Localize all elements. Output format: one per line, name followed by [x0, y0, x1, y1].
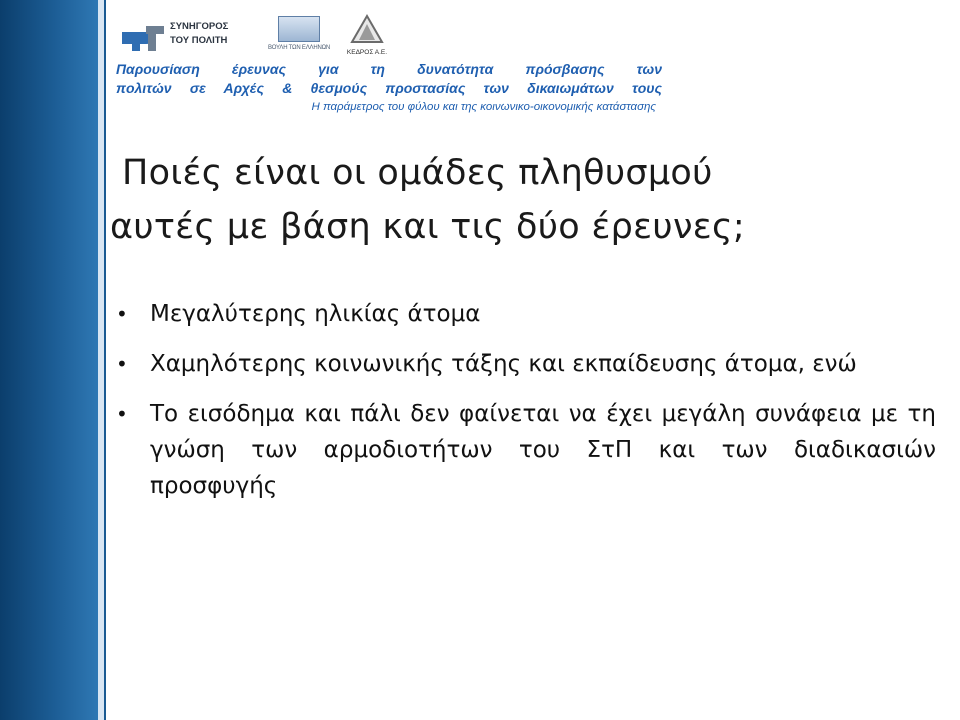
sidebar-gradient-bar [0, 0, 98, 720]
bullet-marker-icon: • [116, 302, 128, 326]
banner-line-1: Παρουσίαση έρευνας για τη δυνατότητα πρόσβασης των [116, 61, 662, 77]
slide-title [110, 146, 910, 254]
synigoros-logo-text [170, 20, 228, 48]
bullet-text: Μεγαλύτερης ηλικίας άτομα [150, 301, 481, 327]
synigoros-line-1: ΣΥΝΗΓΟΡΟΣ [170, 21, 229, 32]
kedros-logo-caption: ΚΕΔΡΟΣ Α.Ε. [346, 49, 388, 56]
slide-title-line-2: αυτές με βάση και τις δύο έρευνες; [110, 207, 745, 247]
bullet-text: Το εισόδημα και πάλι δεν φαίνεται να έχει μεγάλη συνάφεια με τη γνώση των αρμοδιοτήτων του ΣτΠ και των διαδικασιών προσφυγής [150, 401, 936, 499]
sidebar-stripe [98, 0, 106, 720]
kedros-triangle-icon [350, 14, 384, 44]
bullet-item [112, 396, 936, 504]
research-banner [116, 60, 662, 116]
bullet-item [112, 296, 936, 332]
bullet-text: Χαμηλότερης κοινωνικής τάξης και εκπαίδευσης άτομα, ενώ [150, 351, 857, 377]
synigoros-logo [120, 16, 280, 54]
vouli-emblem-icon [278, 16, 320, 42]
synigoros-line-2: ΤΟΥ ΠΟΛΙΤΗ [170, 35, 228, 46]
vouli-logo [266, 16, 332, 56]
bullet-list [112, 296, 936, 518]
slide-title-line-1: Ποιές είναι οι ομάδες πληθυσμού [122, 153, 713, 193]
vouli-logo-caption: ΒΟΥΛΗ ΤΩΝ ΕΛΛΗΝΩΝ [267, 45, 331, 51]
kedros-logo [344, 14, 390, 56]
banner-subtitle: Η παράμετρος του φύλου και της κοινωνικο-οικονομικής κατάστασης [311, 101, 656, 113]
bullet-item [112, 346, 936, 382]
logo-strip [116, 10, 536, 56]
banner-line-2: πολιτών σε Αρχές & θεσμούς προστασίας των δικαιωμάτων τους [116, 80, 662, 96]
slide-header [106, 0, 666, 122]
bullet-marker-icon: • [116, 402, 128, 426]
synigoros-logo-icon [120, 24, 166, 52]
bullet-marker-icon: • [116, 352, 128, 376]
